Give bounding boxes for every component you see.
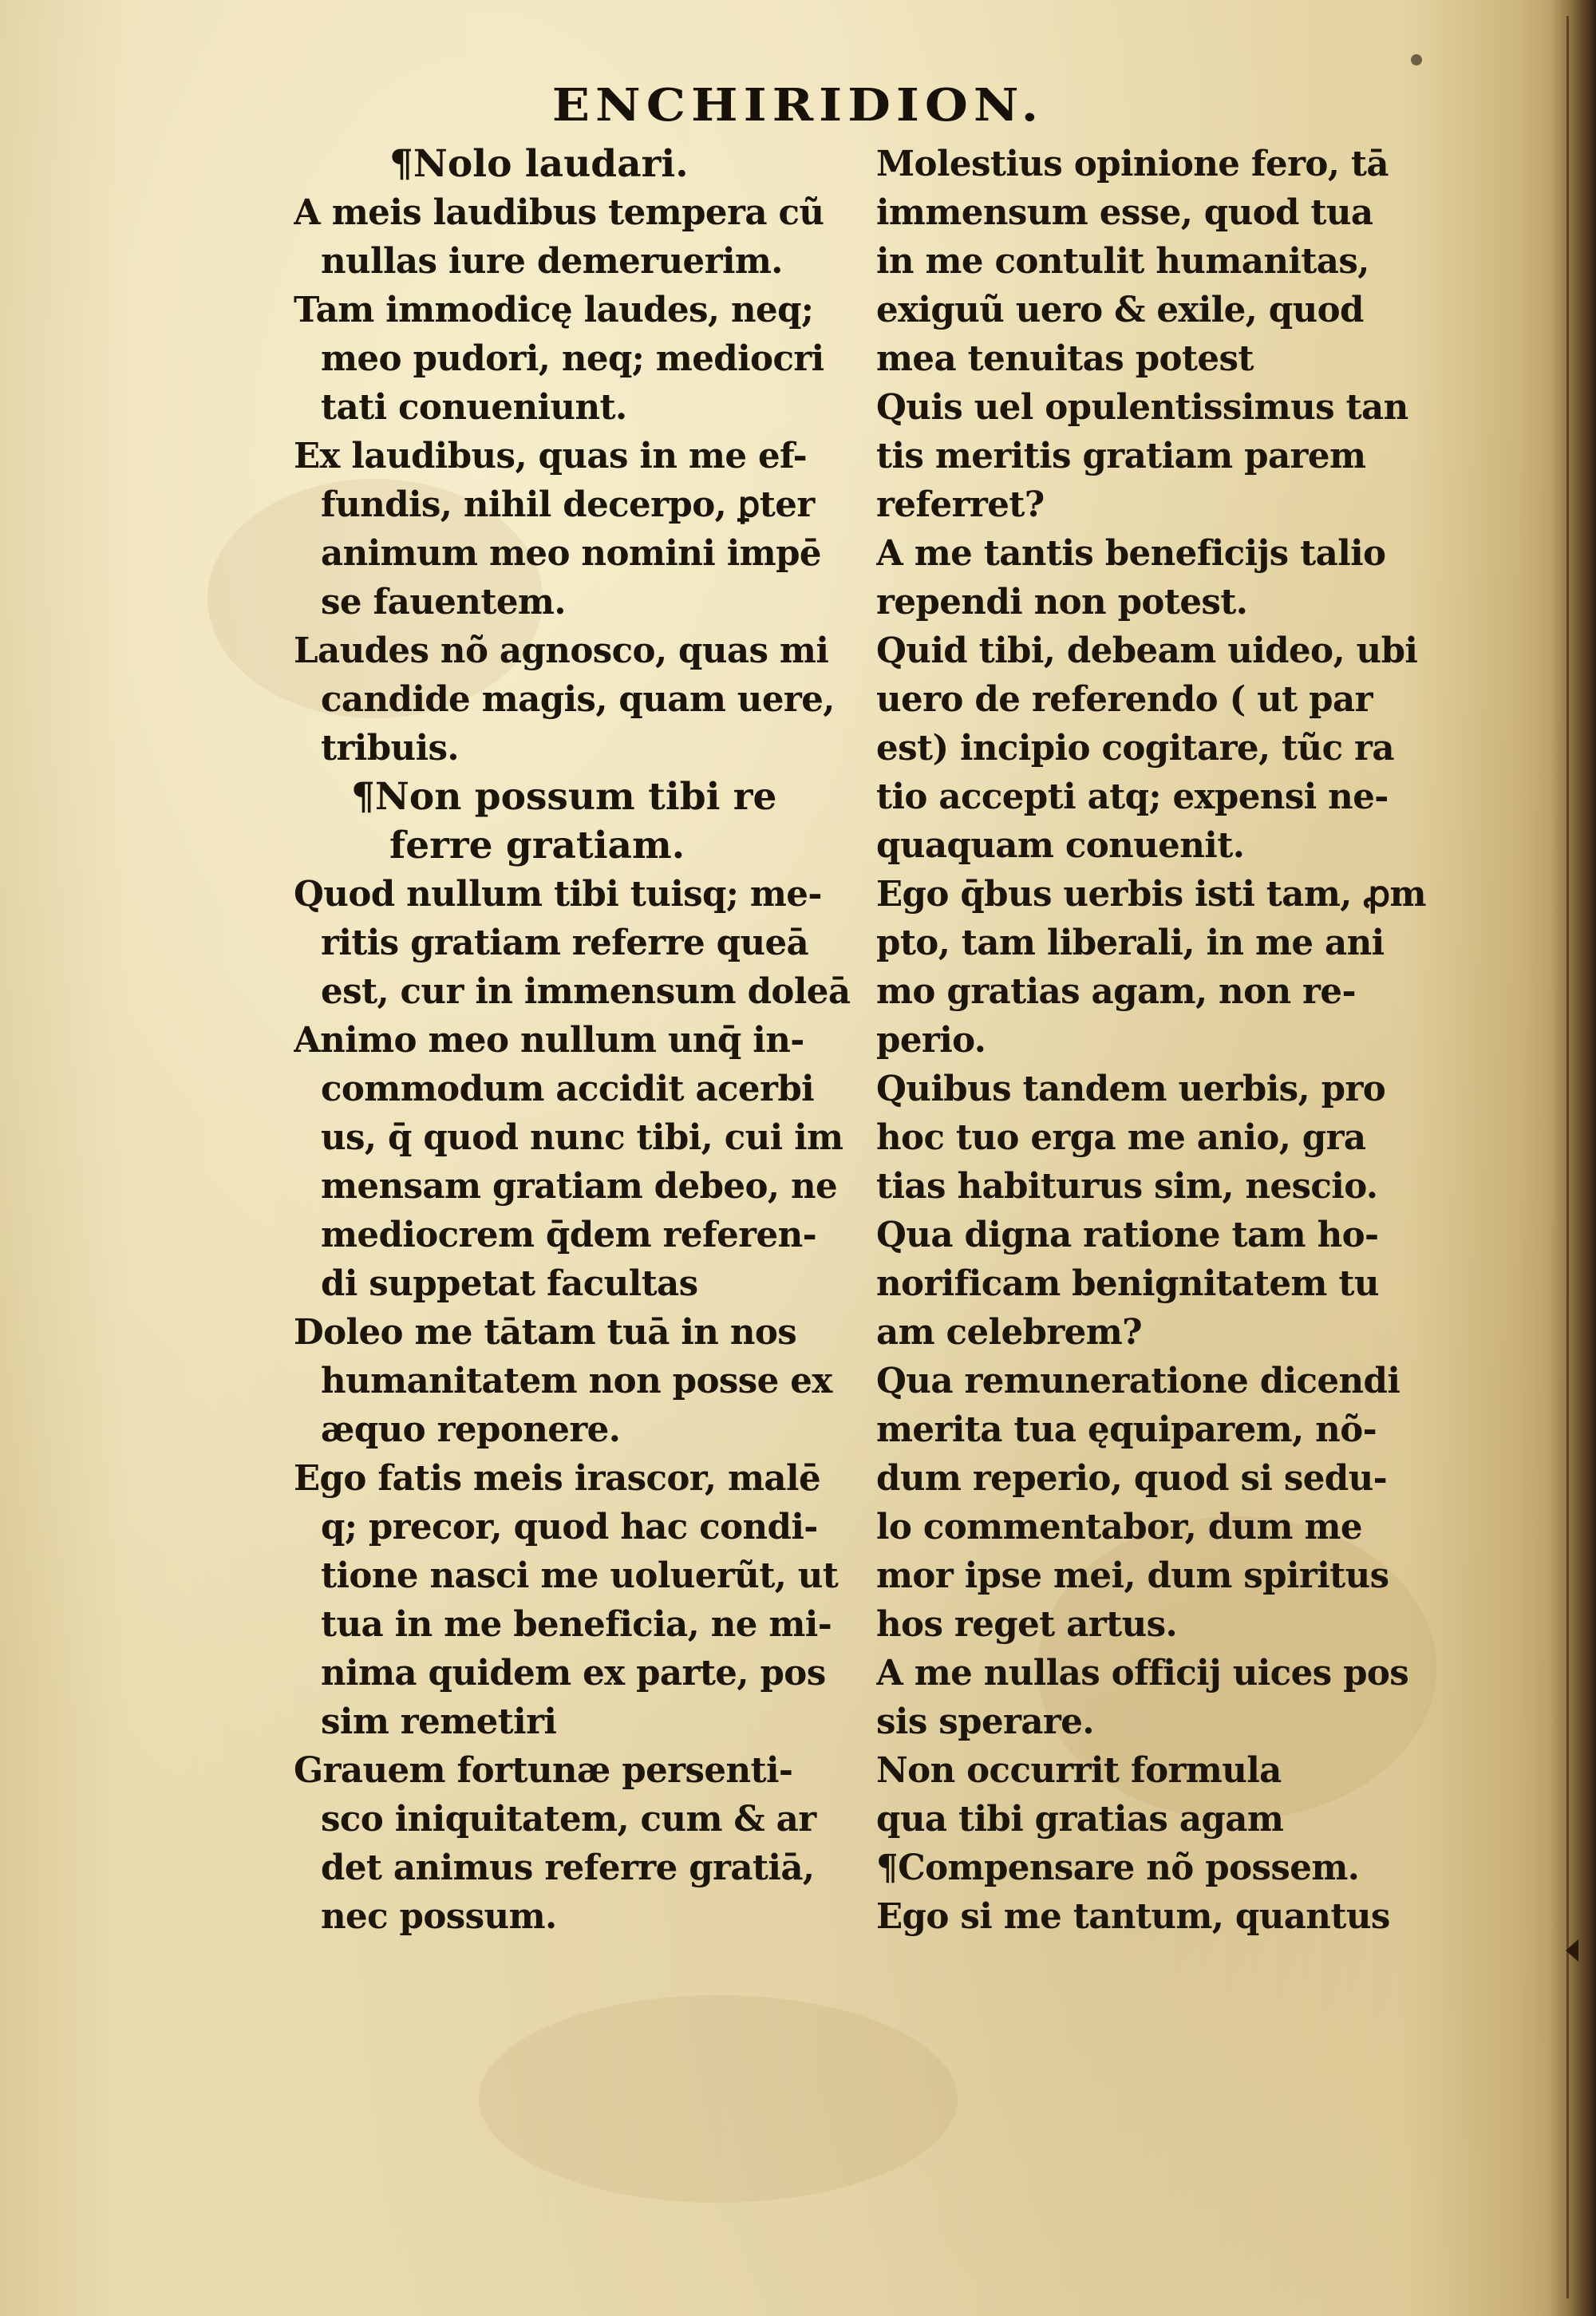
text-line: di suppetat facultas <box>321 1263 698 1304</box>
text-line: Molestius opinione fero, tā <box>876 144 1389 184</box>
text-line: Qua digna ratione tam ho- <box>876 1215 1379 1255</box>
text-line: mor ipse mei, dum spiritus <box>876 1555 1389 1596</box>
text-line: A me tantis beneficijs talio <box>876 533 1386 574</box>
text-line: lo commentabor, dum me <box>876 1507 1363 1547</box>
text-line: Quis uel opulentissimus tan <box>876 387 1408 428</box>
text-line: rependi non potest. <box>876 582 1248 622</box>
text-line: Doleo me tātam tuā in nos <box>294 1312 797 1353</box>
text-line: qua tibi gratias agam <box>876 1799 1284 1840</box>
text-line: det animus referre gratiā, <box>321 1848 815 1888</box>
text-line: norificam benignitatem tu <box>876 1263 1379 1304</box>
text-line: perio. <box>876 1020 986 1061</box>
text-line: ¶Compensare nõ possem. <box>876 1848 1360 1888</box>
text-line: Tam immodicę laudes, neq; <box>294 290 814 330</box>
text-line: se fauentem. <box>321 582 566 622</box>
text-line: mensam gratiam debeo, ne <box>321 1166 838 1207</box>
left-column <box>294 140 876 1941</box>
text-line: Qua remuneratione dicendi <box>876 1361 1400 1401</box>
paper-stain <box>479 1995 958 2203</box>
text-line: hos reget artus. <box>876 1604 1178 1645</box>
text-line: ritis gratiam referre queā <box>321 923 809 963</box>
text-line: est) incipio cogitare, tũc ra <box>876 728 1394 769</box>
text-line: Grauem fortunæ persenti- <box>294 1750 793 1791</box>
text-line: commodum accidit acerbi <box>321 1069 815 1109</box>
text-line: exiguũ uero & exile, quod <box>876 290 1364 330</box>
text-line: humanitatem non posse ex <box>321 1361 832 1401</box>
text-line: mea tenuitas potest <box>876 338 1254 379</box>
text-line: Laudes nõ agnosco, quas mi <box>294 630 829 671</box>
ink-dot <box>1411 54 1422 65</box>
text-line: Quibus tandem uerbis, pro <box>876 1069 1386 1109</box>
section-heading: ferre gratiam. <box>389 824 685 868</box>
text-line: tias habiturus sim, nescio. <box>876 1166 1378 1207</box>
text-line: referret? <box>876 484 1045 525</box>
text-line: nima quidem ex parte, pos <box>321 1653 826 1694</box>
text-line: in me contulit humanitas, <box>876 241 1369 282</box>
text-line: æquo reponere. <box>321 1409 621 1450</box>
section-heading: ¶Non possum tibi re <box>351 775 777 819</box>
text-line: Quod nullum tibi tuisq; me- <box>294 874 822 915</box>
text-line: merita tua ęquiparem, nõ- <box>876 1409 1377 1450</box>
text-line: nullas iure demeruerim. <box>321 241 783 282</box>
text-line: pto, tam liberali, in me ani <box>876 923 1385 963</box>
text-line: tione nasci me uoluerũt, ut <box>321 1555 839 1596</box>
text-line: us, q̄ quod nunc tibi, cui im <box>321 1117 843 1158</box>
page-gutter-shadow <box>1550 0 1596 2316</box>
text-line: hoc tuo erga me anio, gra <box>876 1117 1366 1158</box>
text-line: meo pudori, neq; mediocri <box>321 338 824 379</box>
text-line: q; precor, quod hac condi- <box>321 1507 818 1547</box>
text-line: mediocrem q̄dem referen- <box>321 1215 817 1255</box>
right-column <box>876 140 1451 1941</box>
text-line: sco iniquitatem, cum & ar <box>321 1799 816 1840</box>
text-line: quaquam conuenit. <box>876 825 1245 866</box>
text-line: Non occurrit formula <box>876 1750 1282 1791</box>
text-line: candide magis, quam uere, <box>321 679 835 720</box>
text-line: A me nullas officij uices pos <box>876 1653 1409 1694</box>
text-line: Quid tibi, debeam uideo, ubi <box>876 630 1418 671</box>
text-line: tati conueniunt. <box>321 387 627 428</box>
text-line: Ego fatis meis irascor, malē <box>294 1458 821 1499</box>
section-heading: ¶Nolo laudari. <box>389 142 689 186</box>
text-line: est, cur in immensum doleā <box>321 971 851 1012</box>
text-line: Ego q̄bus uerbis isti tam, ꝓm <box>876 874 1426 915</box>
text-line: tio accepti atq; expensi ne- <box>876 777 1389 817</box>
text-line: tua in me beneficia, ne mi- <box>321 1604 832 1645</box>
edge-arrow-mark <box>1566 1939 1578 1962</box>
text-line: immensum esse, quod tua <box>876 192 1373 233</box>
text-line: dum reperio, quod si sedu- <box>876 1458 1388 1499</box>
text-line: A meis laudibus tempera cũ <box>294 192 824 233</box>
text-line: fundis, nihil decerpo, ꝑter <box>321 484 815 525</box>
text-line: Ego si me tantum, quantus <box>876 1896 1390 1937</box>
text-line: mo gratias agam, non re- <box>876 971 1356 1012</box>
text-line: uero de referendo ( ut par <box>876 679 1373 720</box>
text-line: sim remetiri <box>321 1701 557 1742</box>
running-head: ENCHIRIDION. <box>551 78 1045 132</box>
text-line: tis meritis gratiam parem <box>876 436 1366 476</box>
text-line: animum meo nomini impē <box>321 533 821 574</box>
text-line: nec possum. <box>321 1896 557 1937</box>
text-line: am celebrem? <box>876 1312 1143 1353</box>
text-line: tribuis. <box>321 728 459 769</box>
text-line: Ex laudibus, quas in me ef- <box>294 436 808 476</box>
text-line: Animo meo nullum unq̄ in- <box>294 1020 804 1061</box>
text-line: sis sperare. <box>876 1701 1094 1742</box>
